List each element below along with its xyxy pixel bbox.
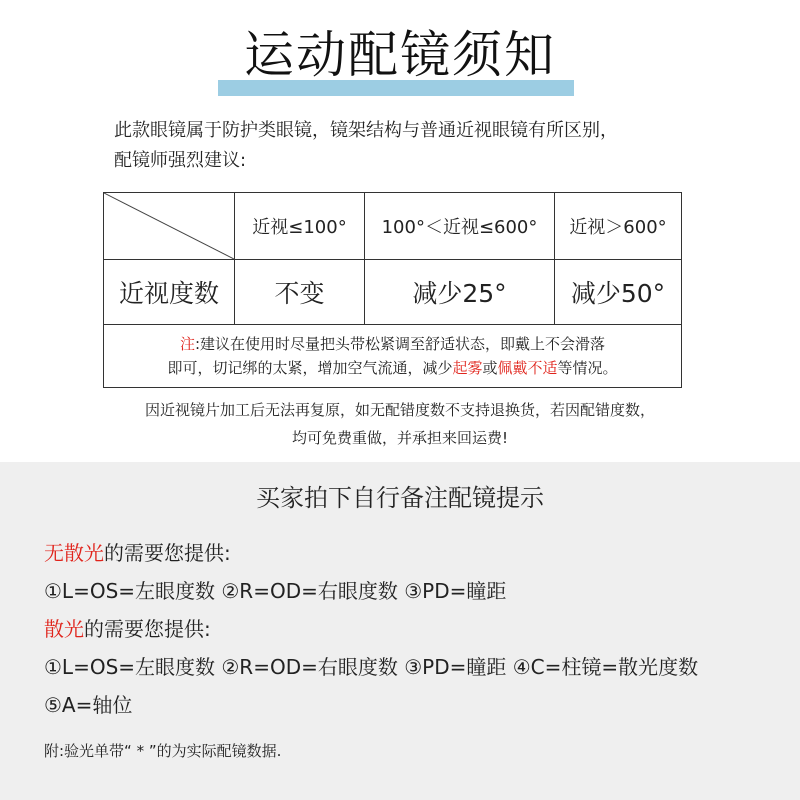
diagonal-corner-cell (104, 193, 235, 260)
prescription-requirements (44, 534, 784, 724)
astigmatism-label: 散光 (44, 617, 84, 641)
table-header-row (104, 193, 682, 260)
astigmatism-suffix: 的需要您提供: (84, 617, 211, 641)
no-astigmatism-heading (44, 534, 784, 572)
row-label-cell: 近视度数 (104, 260, 235, 325)
intro-text (114, 116, 714, 176)
header-cell-mid: 100°＜近视≤600° (365, 193, 555, 260)
note-end: 等情况。 (557, 359, 618, 377)
value-cell-high: 减少50° (555, 260, 682, 325)
header-cell-high: 近视＞600° (555, 193, 682, 260)
note-text-2: 即可，切记绑的太紧，增加空气流通，减少 (167, 359, 453, 377)
no-astigmatism-suffix: 的需要您提供: (104, 541, 231, 565)
note-prefix: 注 (179, 335, 195, 353)
astigmatism-items: ①L=OS=左眼度数 ②R=OD=右眼度数 ③PD=瞳距 ④C=柱镜=散光度数 (44, 655, 699, 679)
page-title: 运动配镜须知 (244, 26, 556, 84)
note-mid: 或 (482, 359, 498, 377)
header-cell-low: 近视≤100° (235, 193, 365, 260)
astigmatism-items-2: ⑤A=轴位 (44, 693, 133, 717)
table-note-row (104, 325, 682, 388)
note-cell (104, 325, 682, 388)
no-astigmatism-items: ①L=OS=左眼度数 ②R=OD=右眼度数 ③PD=瞳距 (44, 579, 507, 603)
note-highlight-fog: 起雾 (452, 359, 483, 377)
footnote: 附:验光单带“ * ”的为实际配镜数据. (44, 742, 282, 760)
diagonal-line (104, 193, 234, 259)
value-cell-mid: 减少25° (365, 260, 555, 325)
no-astigmatism-label: 无散光 (44, 541, 104, 565)
note-line-2 (104, 356, 681, 380)
section-title: 买家拍下自行备注配镜提示 (256, 484, 544, 512)
note-text-1: :建议在使用时尽量把头带松紧调至舒适状态，即戴上不会滑落 (194, 335, 606, 353)
astigmatism-heading (44, 610, 784, 648)
prescription-table (103, 192, 682, 388)
value-cell-low: 不变 (235, 260, 365, 325)
refund-line-2: 均可免费重做，并承担来回运费! (291, 429, 508, 447)
refund-policy (0, 396, 800, 452)
title-container (0, 28, 800, 83)
intro-line-2: 配镜师强烈建议: (114, 150, 247, 171)
intro-line-1: 此款眼镜属于防护类眼镜，镜架结构与普通近视眼镜有所区别， (114, 120, 618, 141)
note-line-1 (104, 332, 681, 356)
refund-line-1: 因近视镜片加工后无法再复原，如无配错度数不支持退换货，若因配错度数， (144, 401, 655, 419)
note-highlight-discomfort: 佩戴不适 (497, 359, 558, 377)
table-value-row (104, 260, 682, 325)
